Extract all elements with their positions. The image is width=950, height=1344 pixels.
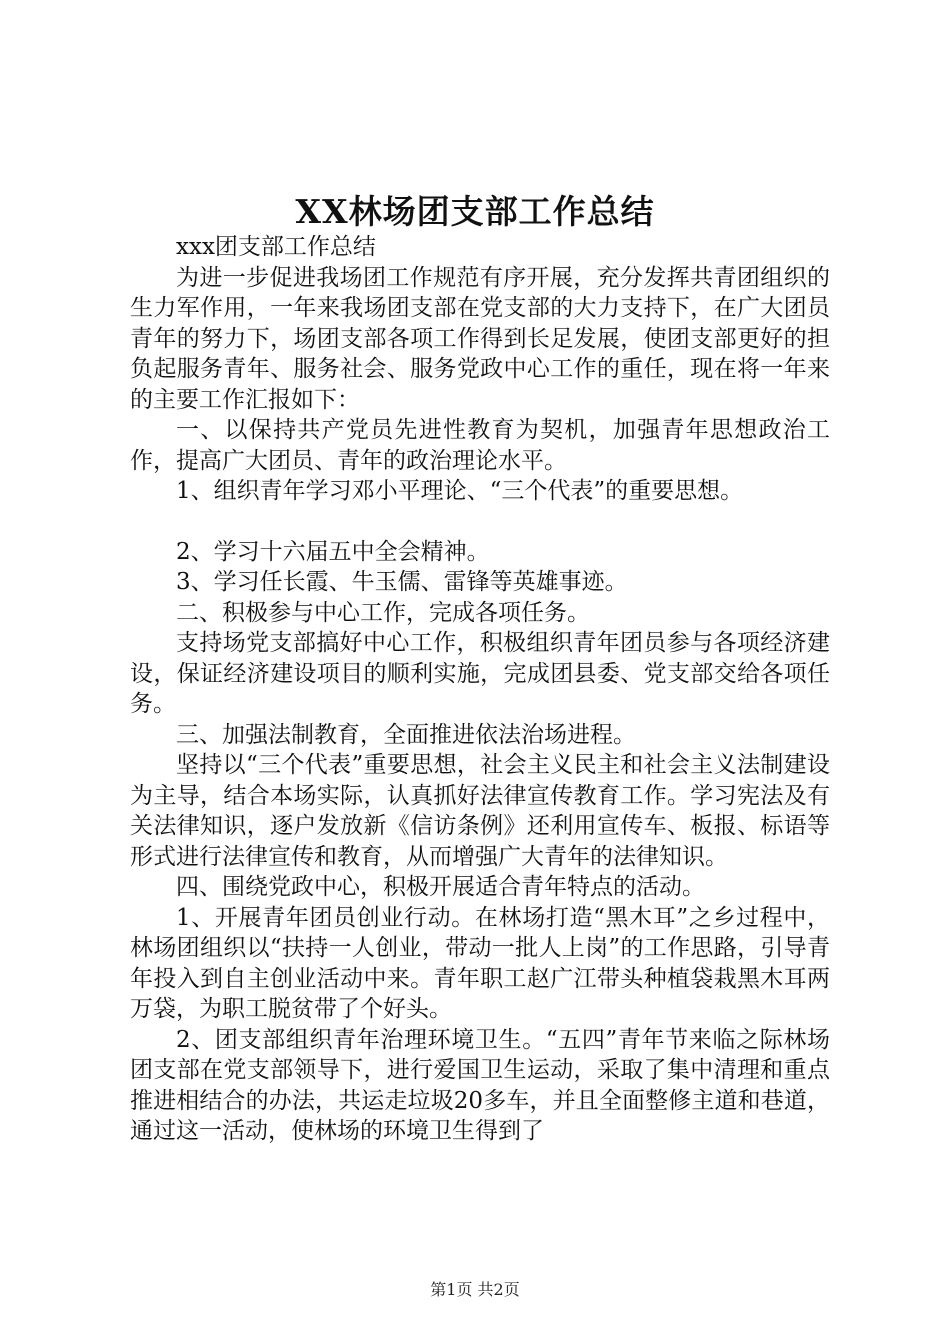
document-body: [130, 232, 830, 1147]
paragraph-item-4-1: 1、开展青年团员创业行动。在林场打造“黑木耳”之乡过程中，林场团组织以“扶持一人创业，带动一批人上岗”的工作思路，引导青年投入到自主创业活动中来。青年职工赵广江带头种植袋栽黑木耳两万袋，为职工脱贫带了个好头。: [130, 904, 830, 1022]
paragraph-section-2: 二、积极参与中心工作，完成各项任务。: [176, 599, 590, 626]
paragraph-section-4: 四、围绕党政中心，积极开展适合青年特点的活动。: [176, 874, 705, 900]
paragraph-item-1-2: 2、学习十六届五中全会精神。: [176, 538, 490, 565]
page-footer: 第1页 共2页: [430, 1280, 520, 1299]
paragraph-section-1: 一、以保持共产党员先进性教育为契机，加强青年思想政治工作，提高广大团员、青年的政治理论水平。: [130, 417, 830, 474]
paragraph-item-1-1: 1、组织青年学习邓小平理论、“三个代表”的重要思想。: [176, 478, 744, 504]
document-title: XX林场团支部工作总结: [295, 192, 655, 231]
paragraph-section-2-body: 支持场党支部搞好中心工作，积极组织青年团员参与各项经济建设，保证经济建设项目的顺利实施，完成团县委、党支部交给各项任务。: [130, 630, 830, 717]
paragraph-section-3: 三、加强法制教育，全面推进依法治场进程。: [176, 721, 636, 748]
paragraph-intro: 为进一步促进我场团工作规范有序开展，充分发挥共青团组织的生力军作用，一年来我场团支部在党支部的大力支持下，在广大团员青年的努力下，场团支部各项工作得到长足发展，使团支部更好的担负起服务青年、服务社会、服务党政中心工作的重任，现在将一年来的主要工作汇报如下：: [130, 264, 830, 413]
paragraph-item-4-2: 2、团支部组织青年治理环境卫生。“五四”青年节来临之际林场团支部在党支部领导下，进行爱国卫生运动，采取了集中清理和重点推进相结合的办法，共运走垃圾20多车，并且全面整修主道和巷道，通过这一活动，使林场的环境卫生得到了: [130, 1026, 830, 1144]
paragraph-item-1-3: 3、学习任长霞、牛玉儒、雷锋等英雄事迹。: [176, 569, 628, 595]
paragraph-subtitle: xxx团支部工作总结: [176, 234, 376, 260]
paragraph-section-3-body: 坚持以“三个代表”重要思想，社会主义民主和社会主义法制建设为主导，结合本场实际，认真抓好法律宣传教育工作。学习宪法及有关法律知识，逐户发放新《信访条例》还利用宣传车、板报、标语等形式进行法律宣传和教育，从而增强广大青年的法律知识。: [130, 752, 830, 870]
